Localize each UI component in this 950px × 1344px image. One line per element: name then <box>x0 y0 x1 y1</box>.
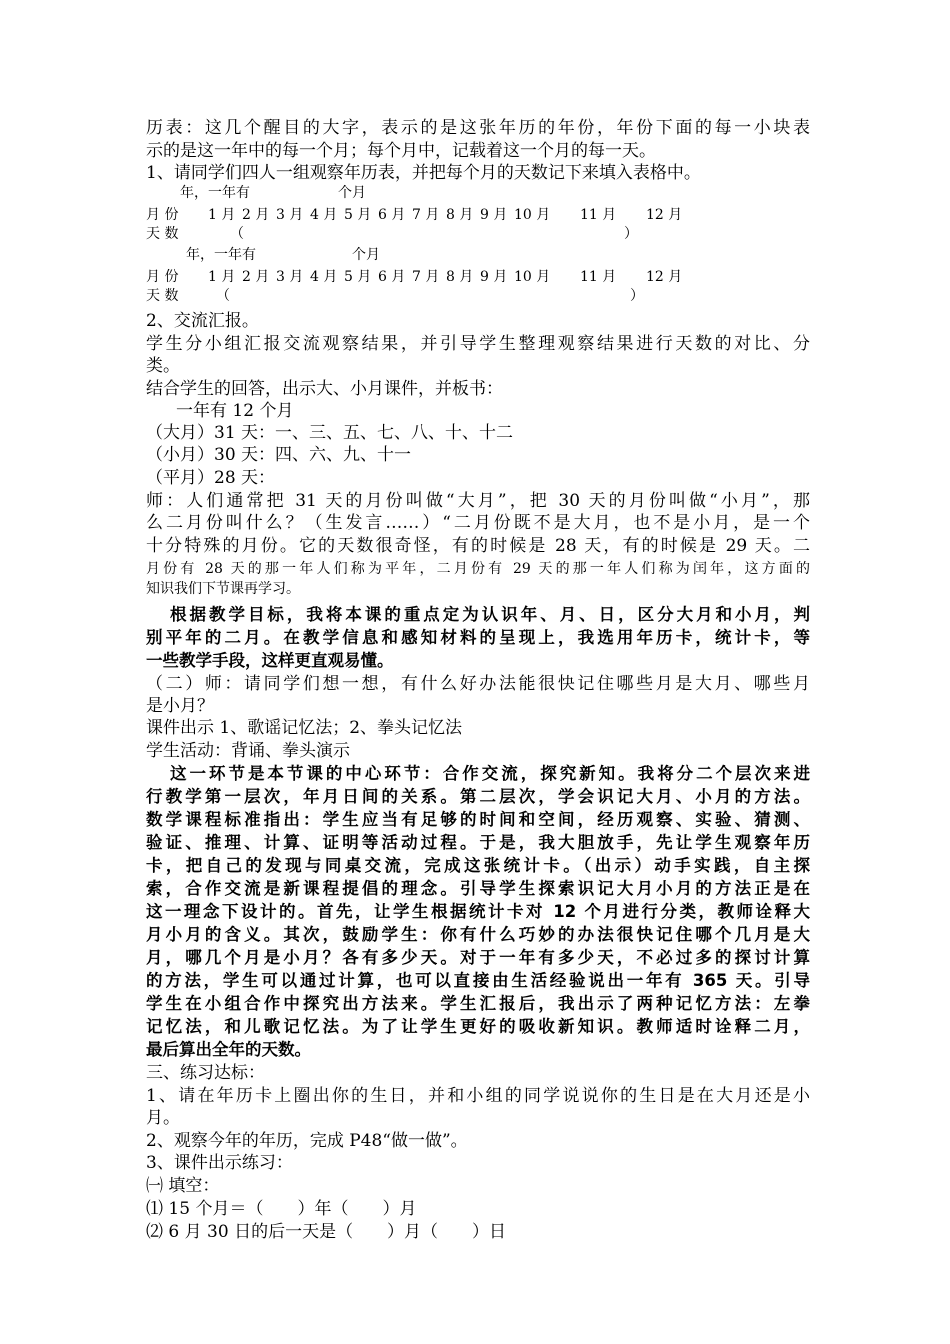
paragraph-line: 2、观察今年的年历，完成 P48“做一做”。 <box>146 1131 468 1151</box>
bold-paragraph-line: 索，合作交流是新课程提倡的理念。引导学生探索识记大月小月的方法正是在 <box>146 879 810 898</box>
days-open-paren: （ <box>230 226 244 242</box>
exercise-item: ⑴ 15 个月＝（ ）年（ ）月 <box>146 1199 417 1219</box>
bold-paragraph-line: 记忆法，和儿歌记忆法。为了让学生更好的吸收新知识。教师适时诠释二月， <box>146 1017 810 1036</box>
month-cell: 12 月 <box>646 269 683 285</box>
paragraph-line: 月份有 28 天的那一年人们称为平年，二月份有 29 天的那一年人们称为闰年，这方面的 <box>146 561 810 577</box>
board-line: （小月）30 天：四、六、九、十一 <box>146 445 412 465</box>
board-line: （大月）31 天：一、三、五、七、八、十、十二 <box>146 423 514 443</box>
paragraph-line: 是小月？ <box>146 696 214 716</box>
table1-days-row <box>146 225 810 243</box>
month-cell: 10 月 <box>514 269 551 285</box>
month-cell: 1 月 <box>208 207 236 223</box>
bold-paragraph-line: 数学课程标准指出：学生应当有足够的时间和空间，经历观察、实验、猜测、 <box>146 810 810 829</box>
month-cell: 1 月 <box>208 269 236 285</box>
month-cell: 7 月 <box>412 269 440 285</box>
exercise-heading: ㈠ 填空： <box>146 1176 220 1196</box>
month-cell: 11 月 <box>580 207 617 223</box>
bold-paragraph-line: 学生在小组合作中探究出方法来。学生汇报后，我出示了两种记忆方法：左拳 <box>146 994 810 1013</box>
month-cell: 11 月 <box>580 269 617 285</box>
days-open-paren: （ <box>216 288 230 304</box>
table1-year-label: 年，一年有 个月 <box>180 185 366 201</box>
month-cell: 9 月 <box>480 269 508 285</box>
board-line: （平月）28 天： <box>146 468 276 488</box>
paragraph-line: 1、请在年历卡上圈出你的生日，并和小组的同学说说你的生日是在大月还是小 <box>146 1086 810 1106</box>
month-cell: 9 月 <box>480 207 508 223</box>
table2-year-label: 年，一年有 个月 <box>186 247 380 263</box>
paragraph-line: 历表：这几个醒目的大字，表示的是这张年历的年份，年份下面的每一小块表 <box>146 118 810 138</box>
paragraph-line: 知识我们下节课再学习。 <box>146 581 300 597</box>
month-cell: 6 月 <box>378 207 406 223</box>
table2-days-row <box>146 287 810 305</box>
month-cell: 3 月 <box>276 207 304 223</box>
days-close-paren: ） <box>630 288 644 304</box>
month-cell: 3 月 <box>276 269 304 285</box>
paragraph-line: 么二月份叫什么？（生发言……）“二月份既不是大月，也不是小月，是一个 <box>146 513 810 533</box>
month-cell: 5 月 <box>344 269 372 285</box>
bold-paragraph-line: 一些教学手段，这样更直观易懂。 <box>146 651 394 670</box>
month-cell: 8 月 <box>446 207 474 223</box>
month-cell: 10 月 <box>514 207 551 223</box>
paragraph-line: （二）师：请同学们想一想，有什么好办法能很快记住哪些月是大月、哪些月 <box>146 674 810 694</box>
paragraph-line: 类。 <box>146 356 180 376</box>
bold-paragraph-line: 这一理念下设计的。首先，让学生根据统计卡对 12 个月进行分类，教师诠释大 <box>146 902 810 921</box>
month-cell: 2 月 <box>242 207 270 223</box>
month-cell: 5 月 <box>344 207 372 223</box>
bold-paragraph-line: 根据教学目标，我将本课的重点定为认识年、月、日，区分大月和小月，判 <box>170 605 810 624</box>
bold-paragraph-line: 验证、推理、计算、证明等活动过程。于是，我大胆放手，先让学生观察年历 <box>146 833 810 852</box>
paragraph-line: 十分特殊的月份。它的天数很奇怪，有的时候是 28 天，有的时候是 29 天。二 <box>146 536 810 556</box>
exercise-item: ⑵ 6 月 30 日的后一天是（ ）月（ ）日 <box>146 1222 507 1242</box>
days-header: 天 数 <box>146 226 179 242</box>
section-heading: 2、交流汇报。 <box>146 311 259 331</box>
month-cell: 6 月 <box>378 269 406 285</box>
bold-paragraph-line: 月，哪几个月是小月？各有多少天。对于一年有多少天，不必过多的探讨计算 <box>146 948 810 967</box>
paragraph-line: 学生分小组汇报交流观察结果，并引导学生整理观察结果进行天数的对比、分 <box>146 334 810 354</box>
month-cell: 12 月 <box>646 207 683 223</box>
board-line: 一年有 12 个月 <box>176 401 294 421</box>
bold-paragraph-line: 的方法，学生可以通过计算，也可以直接由生活经验说出一年有 365 天。引导 <box>146 971 810 990</box>
bold-paragraph-line: 最后算出全年的天数。 <box>146 1040 311 1059</box>
table1-month-row <box>146 206 810 224</box>
month-cell: 8 月 <box>446 269 474 285</box>
month-cell: 7 月 <box>412 207 440 223</box>
month-header: 月 份 <box>146 269 179 285</box>
paragraph-line: 课件出示 1、歌谣记忆法；2、拳头记忆法 <box>146 718 463 738</box>
month-cell: 4 月 <box>310 207 338 223</box>
bold-paragraph-line: 卡，把自己的发现与同桌交流，完成这张统计卡。（出示）动手实践，自主探 <box>146 856 810 875</box>
bold-paragraph-line: 别平年的二月。在教学信息和感知材料的呈现上，我选用年历卡，统计卡，等 <box>146 628 810 647</box>
paragraph-line: 示的是这一年中的每一个月；每个月中，记载着这一个月的每一天。 <box>146 141 656 161</box>
month-cell: 4 月 <box>310 269 338 285</box>
section-heading: 三、练习达标： <box>146 1063 265 1083</box>
month-cell: 2 月 <box>242 269 270 285</box>
bold-paragraph-line: 这一环节是本节课的中心环节：合作交流，探究新知。我将分二个层次来进 <box>170 764 810 783</box>
paragraph-line: 师：人们通常把 31 天的月份叫做“大月”，把 30 天的月份叫做“小月”，那 <box>146 491 810 511</box>
month-header: 月 份 <box>146 207 179 223</box>
days-header: 天 数 <box>146 288 179 304</box>
paragraph-line: 月。 <box>146 1108 180 1128</box>
days-close-paren: ） <box>624 226 638 242</box>
table2-month-row <box>146 268 810 286</box>
paragraph-line: 结合学生的回答，出示大、小月课件，并板书： <box>146 379 503 399</box>
paragraph-line: 3、课件出示练习： <box>146 1153 293 1173</box>
paragraph-line: 1、请同学们四人一组观察年历表，并把每个月的天数记下来填入表格中。 <box>146 163 701 183</box>
paragraph-line: 学生活动：背诵、拳头演示 <box>146 741 350 761</box>
bold-paragraph-line: 月小月的含义。其次，鼓励学生：你有什么巧妙的办法很快记住哪个几月是大 <box>146 925 810 944</box>
bold-paragraph-line: 行教学第一层次，年月日间的关系。第二层次，学会识记大月、小月的方法。 <box>146 787 810 806</box>
